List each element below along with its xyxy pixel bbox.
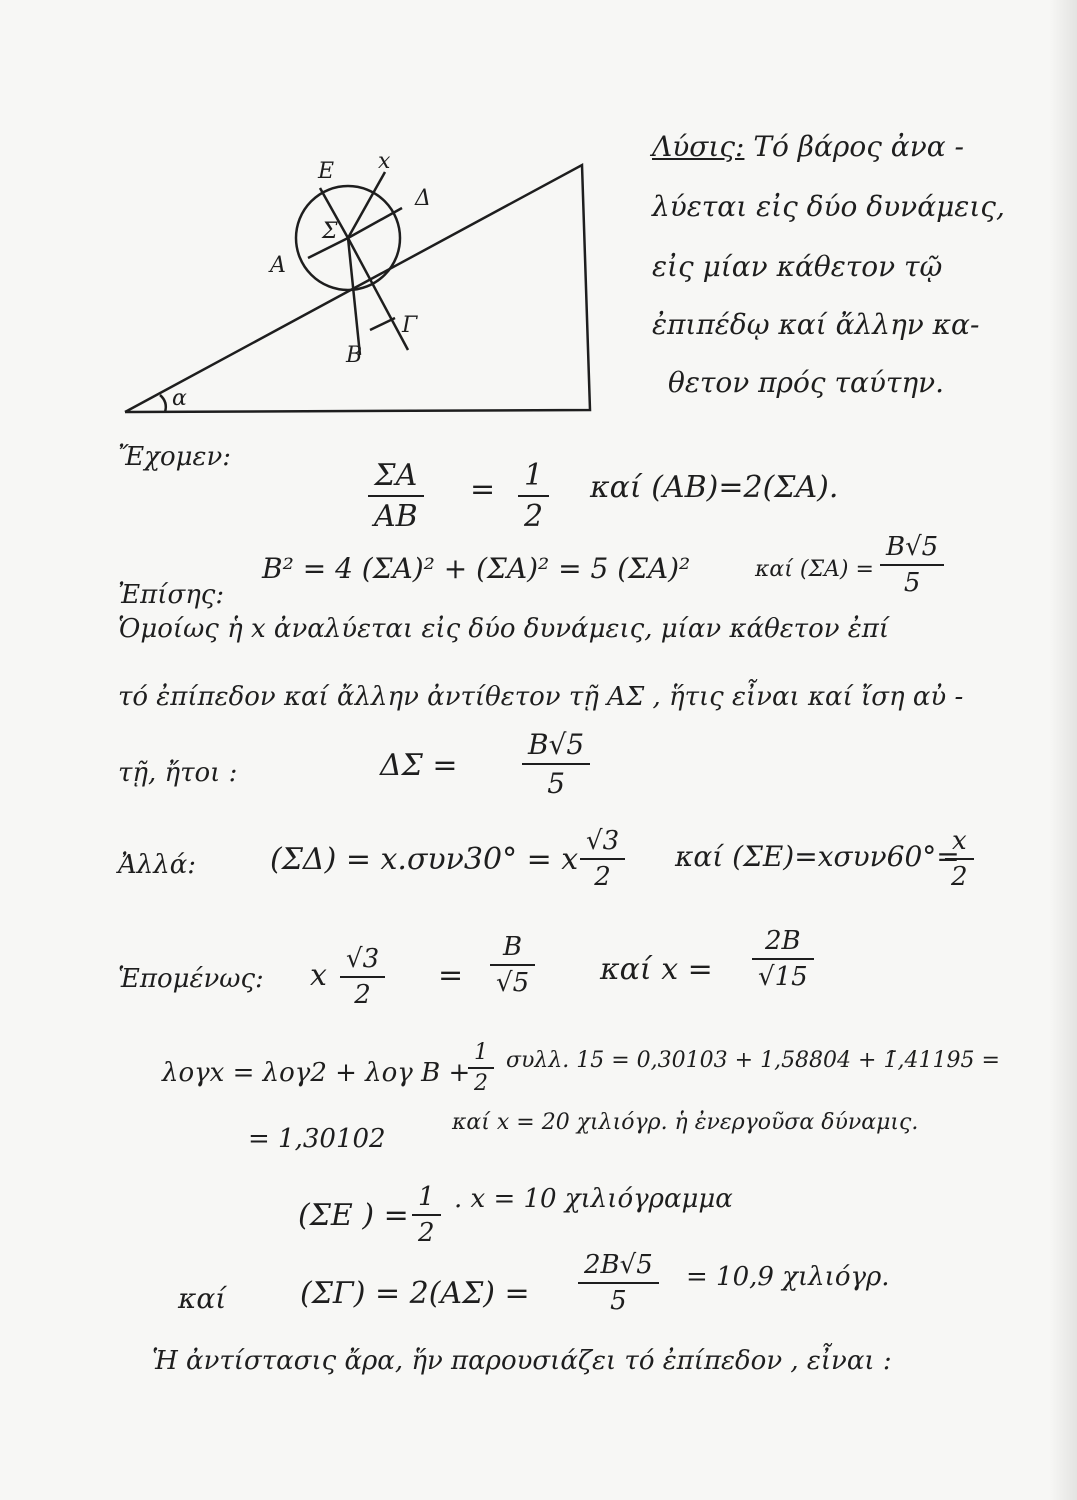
se-left: (ΣΕ ) =: [298, 1198, 409, 1233]
fraction-b-root5-2: [522, 728, 590, 800]
log-result: = 1,30102: [248, 1124, 386, 1154]
fraction-denominator: 2: [474, 1071, 488, 1096]
solution-line-2: λύεται εἰς δύο δυνάμεις,: [652, 190, 1005, 223]
eq5-equals: =: [438, 958, 464, 993]
eq4-right: καί (ΣΕ)=xσυν60°=: [675, 840, 960, 873]
fraction-numerator: 1: [524, 458, 544, 493]
log-force: καί x = 20 χιλιόγρ. ἡ ἐνεργοῦσα δύναμις.: [452, 1110, 919, 1135]
eq5-x: x: [310, 958, 327, 993]
solution-line-3: εἰς μίαν κάθετον τῷ: [652, 250, 943, 283]
fraction-numerator: 1: [418, 1182, 435, 1212]
fraction-denominator: 2: [594, 862, 611, 892]
fraction-2b-root5: [578, 1250, 659, 1316]
label-x: x: [378, 150, 391, 174]
solution-line-1: [652, 130, 964, 163]
fraction-numerator: √3: [346, 944, 380, 974]
fraction-denominator: 2: [354, 980, 371, 1010]
label-episis: Ἐπίσης:: [118, 580, 225, 610]
paragraph-epipedon: τό ἐπίπεδον καί ἄλλην ἀντίθετον τῇ ΑΣ , ἥτις εἶναι καί ἴση αὐ -: [118, 682, 964, 712]
label-alpha: α: [172, 386, 187, 411]
label-E: E: [318, 159, 335, 184]
fraction-numerator: 1: [474, 1040, 488, 1065]
inclined-plane-diagram: [110, 150, 610, 440]
label-sigma: Σ: [322, 219, 338, 244]
sg-left: (ΣΓ) = 2(ΑΣ) =: [300, 1276, 530, 1311]
label-A: A: [270, 253, 286, 278]
solution-line-4: ἐπιπέδῳ καί ἄλλην κα-: [652, 308, 980, 341]
se-right: . x = 10 χιλιόγραμμα: [454, 1184, 733, 1214]
equals-sign: =: [470, 472, 496, 507]
fraction-one-half: [518, 458, 549, 534]
fraction-numerator: ΣΑ: [374, 458, 418, 493]
eq1-rest: καί (ΑΒ)=2(ΣΑ).: [590, 470, 839, 505]
fraction-numerator: B√5: [528, 728, 585, 761]
label-alla: Ἀλλά:: [118, 850, 197, 880]
final-sentence: Ἡ ἀντίστασις ἄρα, ἥν παρουσιάζει τό ἐπίπεδον , εἶναι :: [152, 1346, 892, 1376]
label-epomenos: Ἑπομένως:: [118, 964, 264, 994]
fraction-numerator: x: [951, 826, 967, 856]
fraction-x-2: [945, 826, 974, 892]
label-gamma: Γ: [402, 313, 418, 338]
fraction-denominator: 5: [610, 1286, 627, 1316]
fraction-denominator: 5: [547, 767, 566, 800]
fraction-b-root5: [880, 532, 944, 598]
log-right: συλλ. 15 = 0,30103 + 1,58804 + 1̄,41195 =: [506, 1048, 1000, 1073]
eq4-left: (ΣΔ) = x.συν30° = x: [270, 842, 579, 877]
fraction-denominator: 2: [951, 862, 968, 892]
solution-heading: Λύσις:: [652, 130, 745, 163]
line-gamma-tick: [370, 318, 395, 330]
fraction-one-half-b: [468, 1040, 494, 1096]
eq5-kai: καί x =: [600, 952, 713, 987]
label-exomen: Ἔχομεν:: [118, 442, 232, 472]
fraction-sa-ab: [368, 458, 424, 534]
solution-line-1-rest: Τό βάρος ἀνα -: [753, 130, 964, 163]
log-left: λογx = λογ2 + λογ B +: [162, 1058, 471, 1088]
alpha-arc: [160, 395, 166, 412]
fraction-root3-2-b: [340, 944, 385, 1010]
fraction-denominator: √15: [758, 962, 808, 992]
fraction-denominator: ΑΒ: [374, 499, 418, 534]
fraction-numerator: B: [503, 932, 523, 962]
sg-kai: καί: [178, 1282, 227, 1315]
solution-line-5: θετον πρός ταύτην.: [668, 366, 945, 399]
eq3-left: ΔΣ =: [380, 748, 458, 783]
fraction-denominator: 2: [524, 499, 544, 534]
fraction-denominator: 5: [903, 568, 921, 598]
fraction-denominator: 2: [418, 1218, 435, 1248]
eq2-kai: καί (ΣΑ) =: [755, 557, 874, 582]
page-shadow: [1049, 0, 1077, 1500]
paragraph-omoios: Ὁμοίως ἡ x ἀναλύεται εἰς δύο δυνάμεις, μίαν κάθετον ἐπί: [118, 614, 890, 644]
fraction-numerator: B√5: [886, 532, 939, 562]
fraction-numerator: 2B: [765, 926, 801, 956]
fraction-numerator: √3: [586, 826, 620, 856]
fraction-numerator: 2B√5: [584, 1250, 653, 1280]
fraction-2b-root15: [752, 926, 814, 992]
eq2-main: B² = 4 (ΣΑ)² + (ΣΑ)² = 5 (ΣΑ)²: [262, 552, 691, 585]
fraction-denominator: √5: [496, 968, 530, 998]
fraction-b-root5-3: [490, 932, 535, 998]
sg-right: = 10,9 χιλιόγρ.: [686, 1262, 890, 1292]
fraction-root3-2: [580, 826, 625, 892]
label-ti-itoi: τῇ, ἤτοι :: [118, 758, 238, 788]
fraction-one-half-c: [412, 1182, 441, 1248]
label-delta: Δ: [415, 186, 431, 211]
label-B: B: [346, 343, 363, 368]
